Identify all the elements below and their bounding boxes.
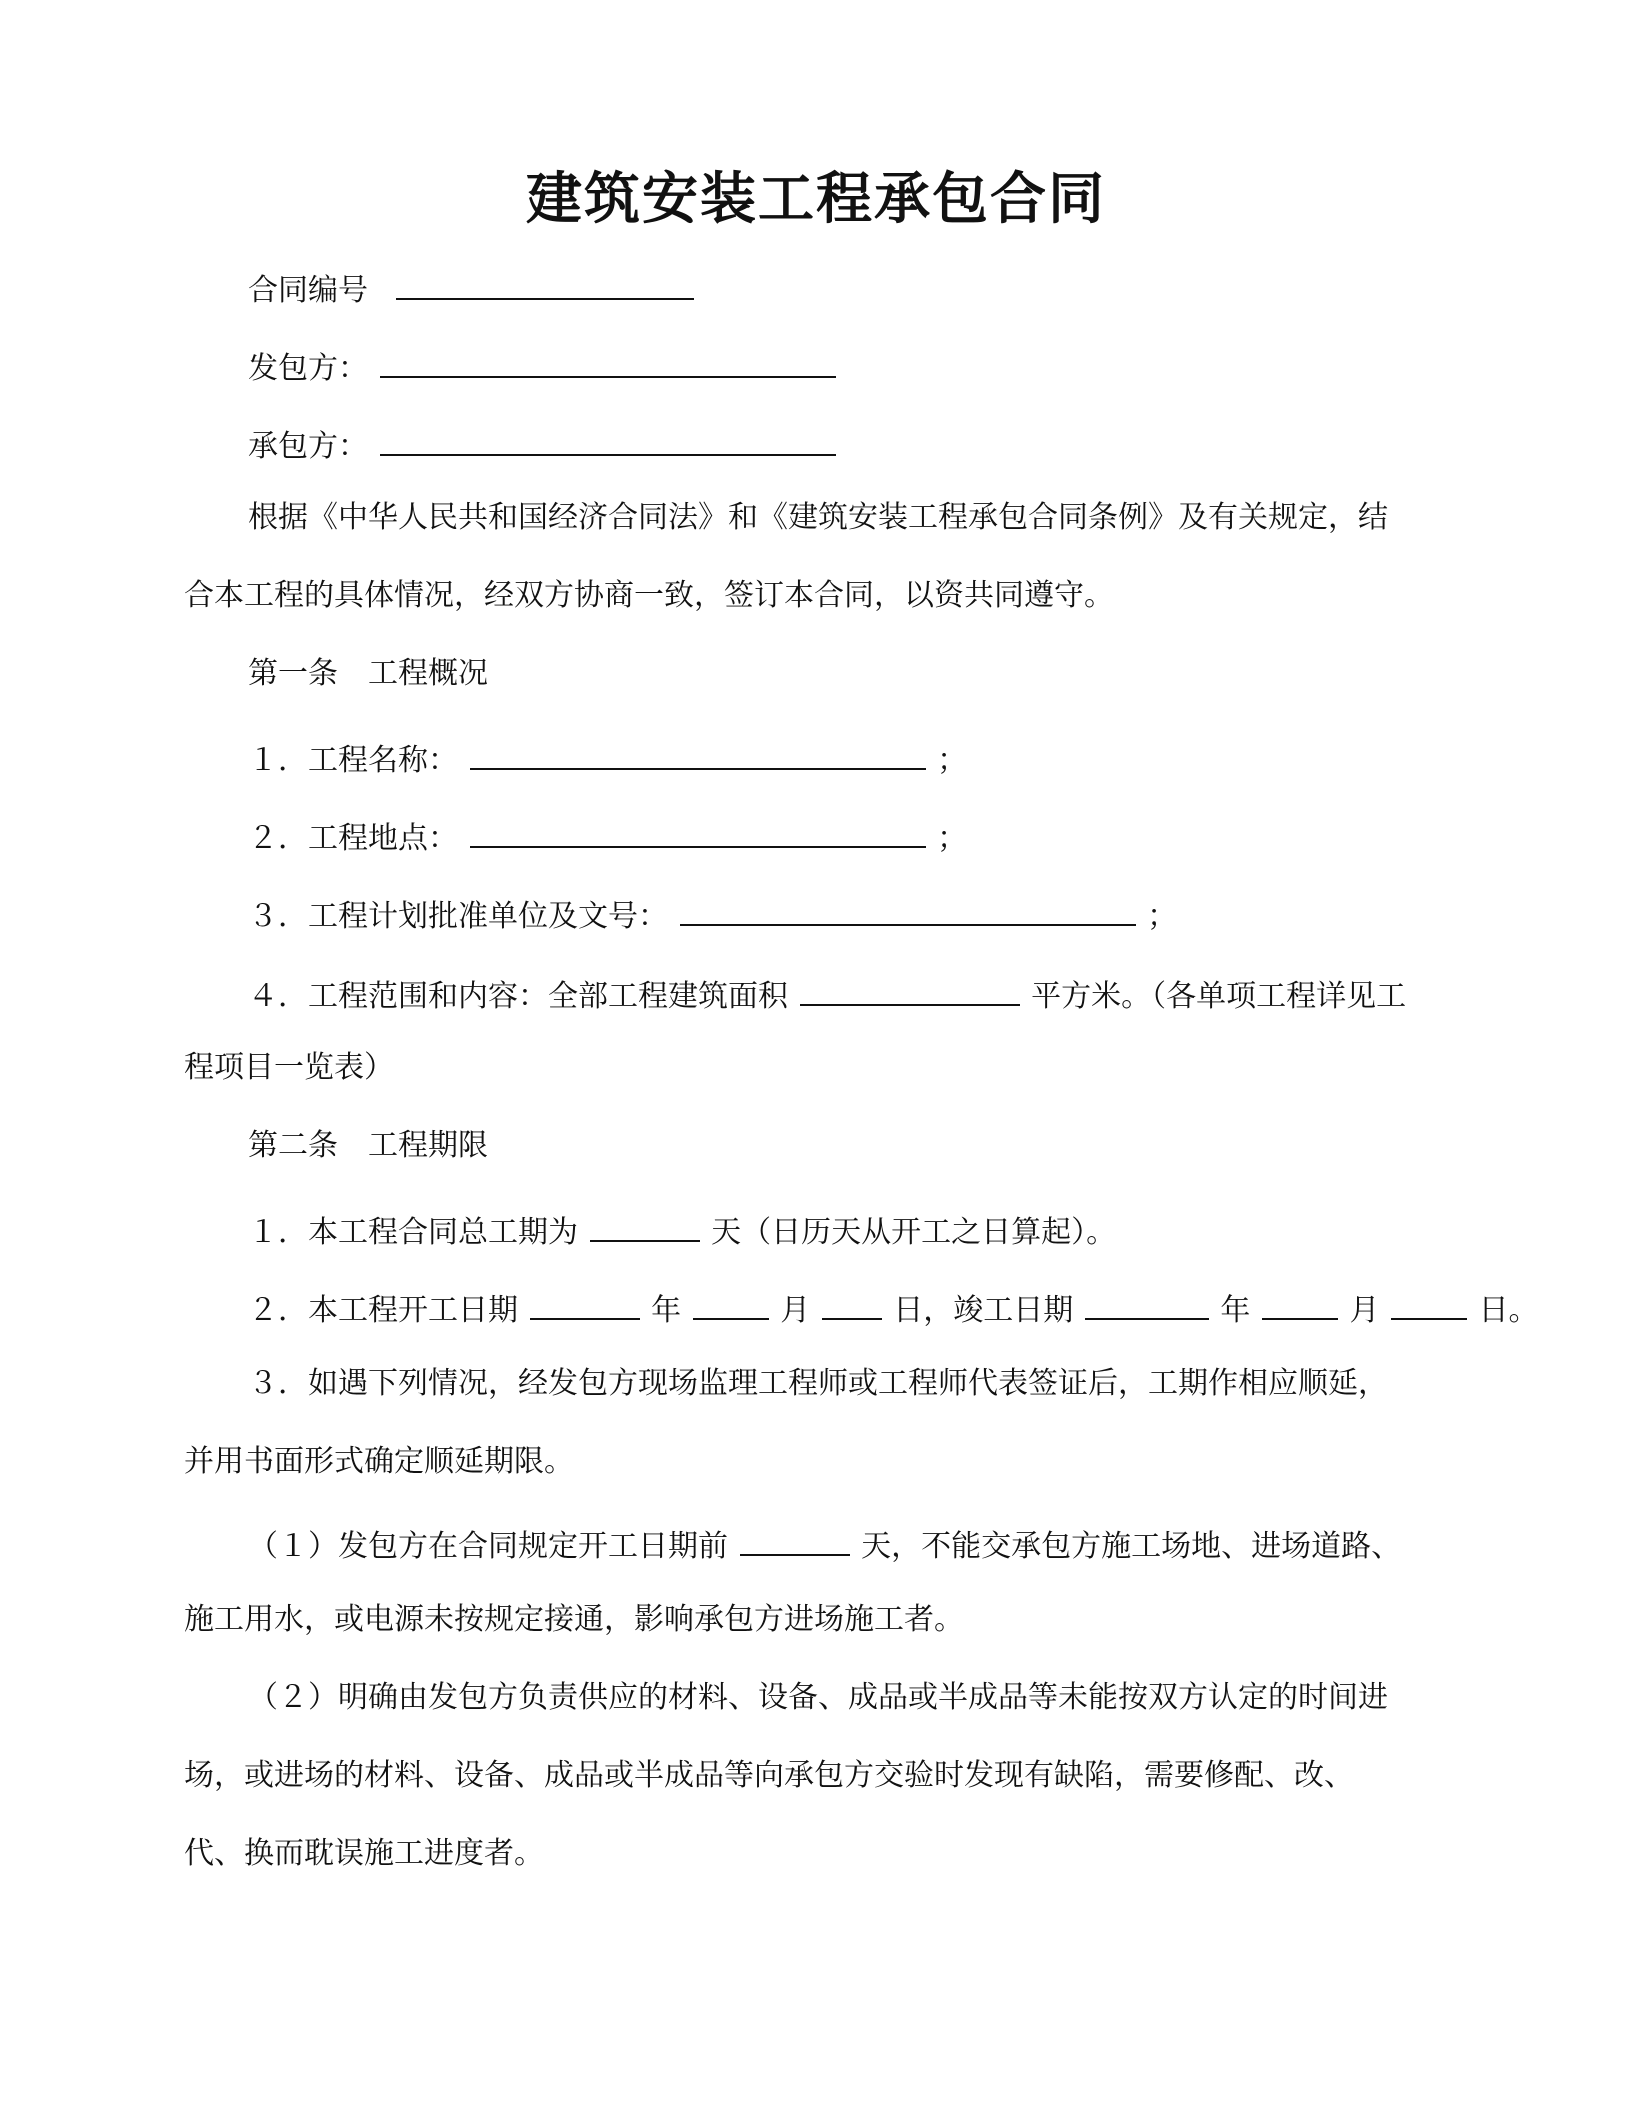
scope-label: ４．工程范围和内容：全部工程建筑面积: [248, 979, 788, 1014]
start-day-blank[interactable]: [822, 1282, 882, 1320]
project-location-label: ２．工程地点：: [248, 821, 458, 856]
article-1-item-3: [248, 888, 1177, 932]
party-b-row: [248, 418, 838, 462]
party-b-blank[interactable]: [380, 418, 836, 456]
article-2-sub-1-line-2: 施工用水，或电源未按规定接通，影响承包方进场施工者。: [184, 1602, 964, 1637]
start-year-blank[interactable]: [530, 1282, 640, 1320]
project-location-end: ；: [937, 821, 968, 856]
sub-1-days-blank[interactable]: [740, 1518, 850, 1556]
approval-unit-end: ；: [1147, 899, 1178, 934]
approval-unit-blank[interactable]: [680, 888, 1136, 926]
party-a-blank[interactable]: [380, 340, 836, 378]
article-2-item-1: [248, 1204, 1116, 1248]
article-1-item-4-line-2: 程项目一览表）: [184, 1050, 394, 1085]
start-date-label: ２．本工程开工日期: [248, 1293, 518, 1328]
article-1-item-1: [248, 732, 967, 776]
building-area-blank[interactable]: [800, 968, 1020, 1006]
article-1-item-2: [248, 810, 967, 854]
start-month-unit: 月: [780, 1293, 811, 1328]
intro-line-1: 根据《中华人民共和国经济合同法》和《建筑安装工程承包合同条例》及有关规定，结: [248, 500, 1388, 535]
start-year-unit: 年: [651, 1293, 682, 1328]
sub-1-label: （１）发包方在合同规定开工日期前: [248, 1529, 728, 1564]
contract-number-label: 合同编号: [248, 273, 368, 308]
end-month-blank[interactable]: [1262, 1282, 1338, 1320]
end-day-blank[interactable]: [1391, 1282, 1467, 1320]
article-2-sub-2-line-1: （２）明确由发包方负责供应的材料、设备、成品或半成品等未能按双方认定的时间进: [248, 1680, 1388, 1715]
total-days-blank[interactable]: [590, 1204, 700, 1242]
article-1-heading: 第一条 工程概况: [248, 656, 488, 691]
total-period-label: １．本工程合同总工期为: [248, 1215, 578, 1250]
project-name-end: ；: [937, 743, 968, 778]
article-2-sub-1: [248, 1518, 1401, 1562]
end-year-blank[interactable]: [1085, 1282, 1209, 1320]
article-2-item-2: [248, 1282, 1539, 1326]
project-name-blank[interactable]: [470, 732, 926, 770]
completion-date-label: 日，竣工日期: [893, 1293, 1074, 1328]
end-month-unit: 月: [1349, 1293, 1380, 1328]
sub-1-post: 天，不能交承包方施工场地、进场道路、: [861, 1529, 1402, 1564]
article-1-item-4: [248, 968, 1406, 1012]
end-year-unit: 年: [1220, 1293, 1251, 1328]
document-title: 建筑安装工程承包合同: [526, 167, 1106, 232]
party-a-row: [248, 340, 838, 384]
approval-unit-label: ３．工程计划批准单位及文号：: [248, 899, 668, 934]
total-period-post: 天（日历天从开工之日算起）。: [711, 1215, 1117, 1250]
party-a-label: 发包方：: [248, 351, 368, 386]
end-day-unit: 日。: [1478, 1293, 1539, 1328]
article-2-sub-2-line-2: 场，或进场的材料、设备、成品或半成品等向承包方交验时发现有缺陷，需要修配、改、: [184, 1758, 1354, 1793]
article-2-item-3-line-2: 并用书面形式确定顺延期限。: [184, 1444, 574, 1479]
project-name-label: １．工程名称：: [248, 743, 458, 778]
article-2-heading: 第二条 工程期限: [248, 1128, 488, 1163]
project-location-blank[interactable]: [470, 810, 926, 848]
article-2-sub-2-line-3: 代、换而耽误施工进度者。: [184, 1836, 544, 1871]
contract-number-row: [248, 262, 696, 306]
article-2-item-3-line-1: ３．如遇下列情况，经发包方现场监理工程师或工程师代表签证后，工期作相应顺延，: [248, 1366, 1388, 1401]
party-b-label: 承包方：: [248, 429, 368, 464]
contract-number-blank[interactable]: [396, 262, 694, 300]
intro-line-2: 合本工程的具体情况，经双方协商一致，签订本合同，以资共同遵守。: [184, 578, 1114, 613]
scope-post: 平方米。（各单项工程详见工: [1031, 979, 1407, 1014]
start-month-blank[interactable]: [693, 1282, 769, 1320]
